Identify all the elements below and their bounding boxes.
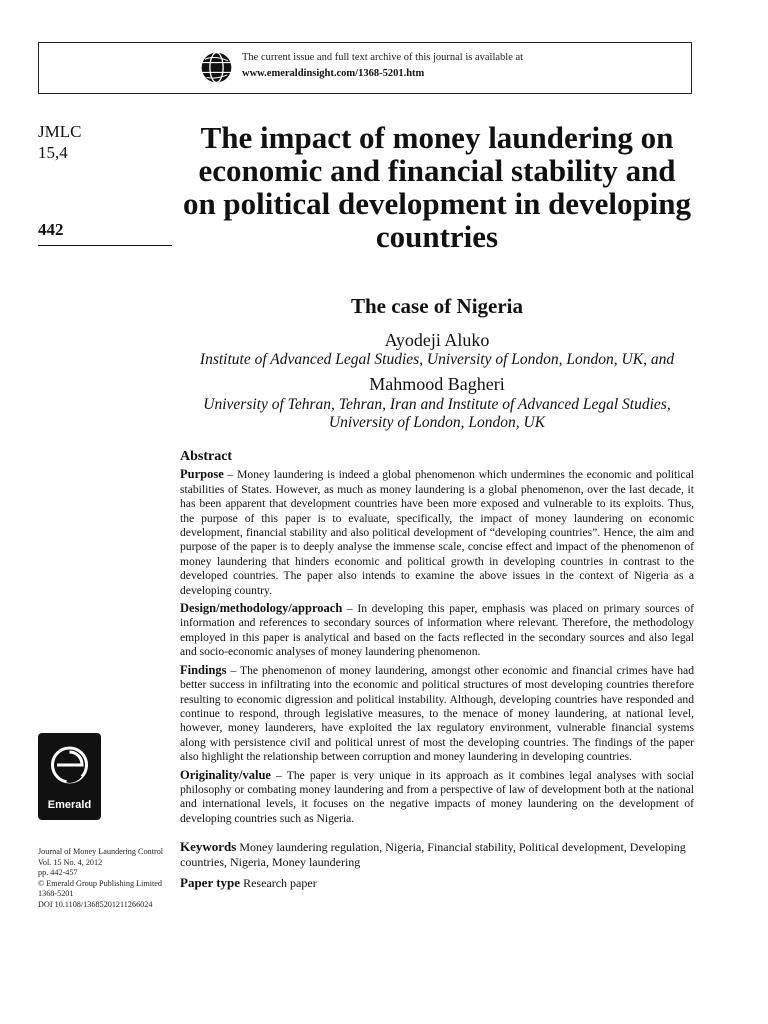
archive-notice: The current issue and full text archive of this journal is available at [242, 52, 524, 63]
design-text: – In developing this paper, emphasis was placed on primary sources of information and references to secondary sources of information where relevant. Therefore, the methodology employed in this paper is analytical and based on the facts reflected in the secondary sources and also legal and socio-economic analyses of money laundering phenomenon. [180, 602, 694, 659]
emerald-e-logo [38, 733, 101, 799]
article-subtitle: The case of Nigeria [350, 294, 524, 318]
journal-code: JMLC [38, 122, 82, 141]
paper-type [180, 875, 694, 891]
author-affiliation-2: University of Tehran, Tehran, Iran and Institute of Advanced Legal Studies, University of London, London, UK [203, 396, 671, 431]
abstract-heading: Abstract [180, 449, 233, 464]
citation-copyright: © Emerald Group Publishing Limited [38, 878, 163, 888]
citation-block [38, 847, 178, 910]
page-number: 442 [38, 220, 64, 239]
emerald-wordmark: Emerald [47, 799, 92, 811]
abstract-purpose [180, 467, 694, 598]
abstract-design [180, 601, 694, 660]
citation-issn: 1368-5201 [38, 889, 74, 898]
journal-access-banner [38, 42, 692, 94]
abstract-originality [180, 768, 694, 827]
keywords [180, 840, 694, 869]
paper-type-label: Paper type [180, 875, 241, 890]
purpose-text: – Money laundering is indeed a global phenomenon which undermines the economic and political stabilities of States. However, as much as money laundering is a global phenomenon, over the last decade, it has been apparent that development countries have been more exposed and vulnerable to its exploits. Thus, the purpose of this paper is to evaluate, specifically, the impact of money laundering on economic development, financial stability and also political development of “developing countries”. Hence, the aim and purpose of the paper is to deeply analyse the immense scale, concise effect and impact of the phenomenon of money laundering that hinders economic and political growth in developing countries in contrast to the developed countries. The paper also intends to examine the above issues in the context of Nigeria as a developing country. [180, 468, 694, 597]
emerald-logo [38, 733, 101, 820]
citation-journal: Journal of Money Laundering Control [38, 847, 164, 856]
author-affiliation-1: Institute of Advanced Legal Studies, University of London, London, UK, and [199, 351, 675, 368]
citation-volume: Vol. 15 No. 4, 2012 [38, 857, 103, 867]
findings-text: – The phenomenon of money laundering, amongst other economic and financial crimes have had better success in infiltrating into the economic and political structures of most developing countries therefore resulting to economic digression and political instability. Although, developing countries have responded and continue to respond, through legislative measures, to the menace of money laundering, at national level, however, money launderers, have exploited the lax regulatory environment, vulnerable financial systems along with persistence civil and political unrest of most the developing countries. The findings of the paper also highlight the relationship between corruption and money laundering in developing countries. [180, 663, 694, 764]
citation-pages: pp. 442-457 [38, 868, 78, 877]
author-name-2: Mahmood Bagheri [369, 374, 505, 394]
author-name-1: Ayodeji Aluko [384, 330, 490, 350]
purpose-label: Purpose [180, 467, 224, 482]
citation-doi: DOI 10.1108/13685201211266024 [38, 899, 153, 909]
originality-label: Originality/value [180, 767, 271, 782]
article-title: The impact of money laundering on economic and financial stability and on political development in developing countries [182, 120, 692, 254]
keywords-label: Keywords [180, 839, 237, 854]
design-label: Design/methodology/approach [180, 601, 343, 616]
page-number-rule [38, 245, 172, 246]
volume-issue: 15,4 [38, 143, 68, 162]
keywords-text: Money laundering regulation, Nigeria, Financial stability, Political development, Developing countries, Nigeria, Money laundering [180, 840, 686, 869]
originality-text: – The paper is very unique in its approach as it combines legal analyses with social philosophy or combating money laundering and from a perspective of law of development both at the national and international levels, it focuses on the negative impacts of money laundering on the development of developing countries such as Nigeria. [180, 768, 694, 825]
abstract-section [180, 450, 694, 829]
journal-url-link[interactable]: www.emeraldinsight.com/1368-5201.htm [242, 68, 425, 79]
findings-label: Findings [180, 662, 227, 677]
abstract-findings [180, 663, 694, 765]
paper-type-text: Research paper [240, 876, 317, 890]
globe-icon [200, 51, 233, 84]
